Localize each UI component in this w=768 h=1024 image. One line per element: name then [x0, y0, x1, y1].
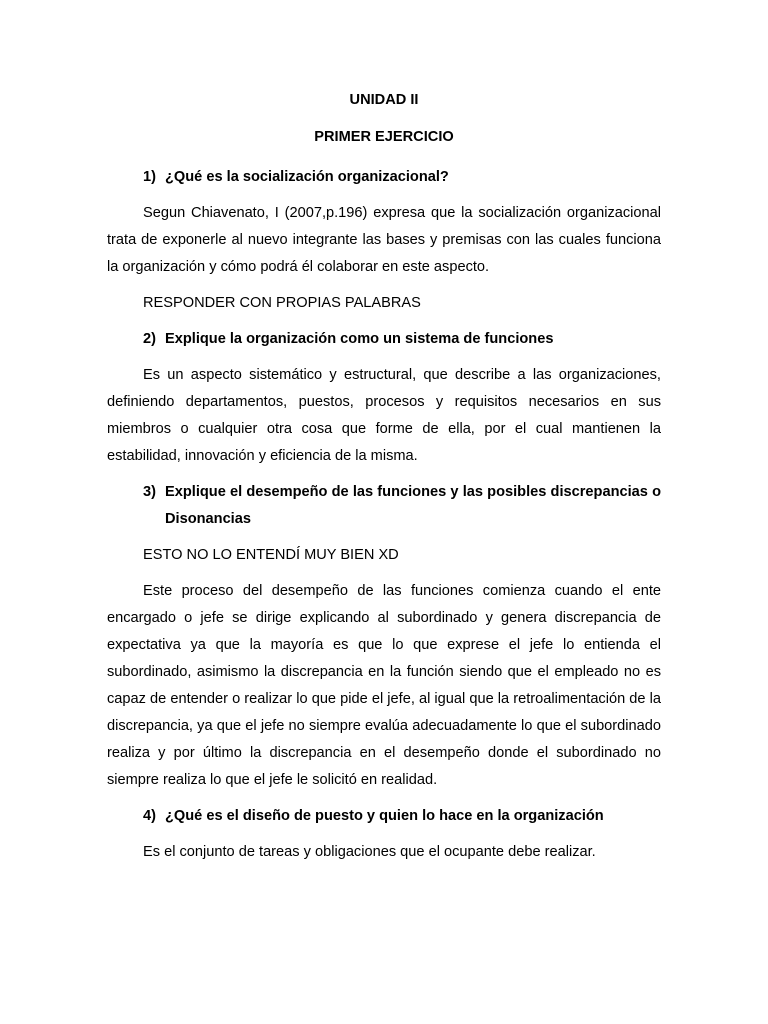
question-1-number: 1)	[143, 169, 156, 185]
answer-2: Es un aspecto sistemático y estructural, que describe a las organizaciones, definiendo departamentos, puestos, procesos y requisitos necesarios en sus miembros o cualquier otra cosa que forme de ella, por el cual mantienen la estabilidad, innovación y eficiencia de la misma.	[107, 367, 661, 464]
question-1	[107, 164, 661, 191]
question-2-number: 2)	[143, 331, 156, 347]
question-3-text: Explique el desempeño de las funciones y las posibles discrepancias o Disonancias	[165, 484, 661, 527]
note-1: RESPONDER CON PROPIAS PALABRAS	[143, 295, 421, 311]
answer-4: Es el conjunto de tareas y obligaciones que el ocupante debe realizar.	[143, 844, 596, 860]
answer-1: Segun Chiavenato, I (2007,p.196) expresa que la socialización organizacional trata de exponerle al nuevo integrante las bases y premisas con las cuales funciona la organización y cómo podrá él colaborar en este aspecto.	[107, 205, 661, 275]
unit-title: UNIDAD II	[349, 92, 419, 108]
question-4-number: 4)	[143, 808, 156, 824]
document-page	[107, 90, 661, 866]
note-3: ESTO NO LO ENTENDÍ MUY BIEN XD	[143, 547, 399, 563]
question-4	[107, 803, 661, 830]
question-2	[107, 326, 661, 353]
question-4-text: ¿Qué es el diseño de puesto y quien lo hace en la organización	[165, 808, 604, 824]
exercise-title: PRIMER EJERCICIO	[314, 129, 454, 145]
question-3-number: 3)	[143, 484, 156, 500]
question-3	[107, 479, 661, 533]
answer-3: Este proceso del desempeño de las funciones comienza cuando el ente encargado o jefe se dirige explicando al subordinado y genera discrepancia de expectativa ya que la mayoría es que lo que exprese el jefe lo entienda el subordinado, asimismo la discrepancia en la función siendo que el empleado no es capaz de entender o realizar lo que pide el jefe, al igual que la retroalimentación de la discrepancia, ya que el jefe no siempre evalúa adecuadamente lo que el subordinado realiza y por último la discrepancia en el desempeño donde el subordinado no siempre realiza lo que el jefe le solicitó en realidad.	[107, 583, 661, 788]
question-2-text: Explique la organización como un sistema de funciones	[165, 331, 554, 347]
question-1-text: ¿Qué es la socialización organizacional?	[165, 169, 449, 185]
